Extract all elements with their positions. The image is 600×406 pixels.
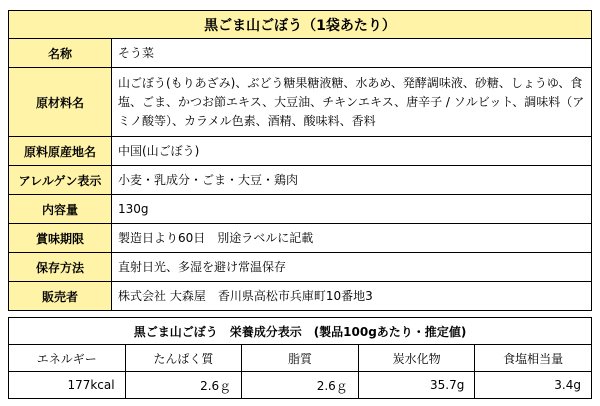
- nutrition-title: 黒ごま山ごぼう 栄養成分表示 (製品100gあたり・推定値): [9, 318, 592, 345]
- row-value-name: そう菜: [112, 39, 592, 68]
- row-value-allergen: 小麦・乳成分・ごま・大豆・鶏肉: [112, 166, 592, 195]
- row-key-expiry: 賞味期限: [9, 224, 112, 253]
- table-row: [9, 195, 592, 224]
- row-key-name: 名称: [9, 39, 112, 68]
- nutrition-header-row: [9, 345, 592, 372]
- row-value-storage: 直射日光、多湿を避け常温保存: [112, 253, 592, 282]
- table-row: [9, 253, 592, 282]
- nutrition-header-fat: 脂質: [242, 345, 359, 372]
- row-key-content: 内容量: [9, 195, 112, 224]
- row-value-content: 130g: [112, 195, 592, 224]
- row-key-seller: 販売者: [9, 282, 112, 311]
- nutrition-header-energy: エネルギー: [9, 345, 126, 372]
- row-value-origin: 中国(山ごぼう): [112, 137, 592, 166]
- product-label-table: [8, 10, 592, 311]
- table-row: [9, 68, 592, 137]
- row-value-expiry: 製造日より60日 別途ラベルに記載: [112, 224, 592, 253]
- nutrition-value-carbs: 35.7g: [358, 372, 475, 399]
- nutrition-value-energy: 177kcal: [9, 372, 126, 399]
- table-row: [9, 39, 592, 68]
- nutrition-header-protein: たんぱく質: [125, 345, 242, 372]
- nutrition-value-fat: 2.6ｇ: [242, 372, 359, 399]
- table-row: [9, 282, 592, 311]
- row-key-allergen: アレルゲン表示: [9, 166, 112, 195]
- nutrition-value-salt: 3.4g: [475, 372, 592, 399]
- label-title: 黒ごま山ごぼう（1袋あたり）: [9, 11, 592, 39]
- table-row: [9, 224, 592, 253]
- nutrition-header-carbs: 炭水化物: [358, 345, 475, 372]
- nutrition-value-row: [9, 372, 592, 399]
- table-row: [9, 166, 592, 195]
- nutrition-header-salt: 食塩相当量: [475, 345, 592, 372]
- nutrition-table: [8, 317, 592, 399]
- row-key-storage: 保存方法: [9, 253, 112, 282]
- row-value-seller: 株式会社 大森屋 香川県高松市兵庫町10番地3: [112, 282, 592, 311]
- row-key-ingredients: 原材料名: [9, 68, 112, 137]
- table-row: [9, 137, 592, 166]
- row-key-origin: 原料原産地名: [9, 137, 112, 166]
- row-value-ingredients: 山ごぼう(もりあざみ)、ぶどう糖果糖液糖、水あめ、発酵調味液、砂糖、しょうゆ、食塩、ごま、かつお節エキス、大豆油、チキンエキス、唐辛子 / ソルビット、調味料（アミノ酸等）、カラメル色素、酒精、酸味料、香料: [112, 68, 592, 137]
- nutrition-value-protein: 2.6ｇ: [125, 372, 242, 399]
